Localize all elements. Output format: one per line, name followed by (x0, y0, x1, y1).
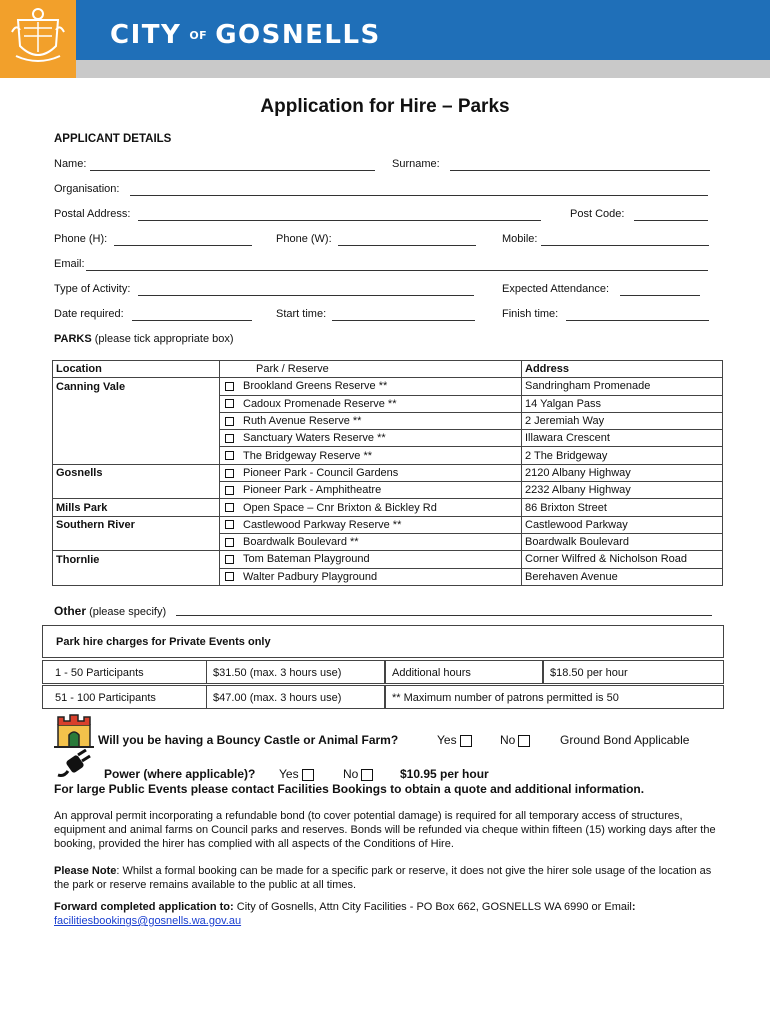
charge-cell (385, 685, 724, 709)
table-row (53, 533, 723, 550)
power-yes-label: Yes (279, 767, 299, 781)
phone-work-label: Phone (W): (276, 233, 332, 245)
power-yes-checkbox[interactable] (302, 769, 314, 781)
park-name: Pioneer Park - Council Gardens (243, 466, 399, 479)
please-note-label: Please Note (54, 865, 117, 877)
table-row (53, 430, 723, 447)
forward-label: Forward completed application to: (54, 901, 234, 913)
organisation-label: Organisation: (54, 183, 120, 195)
table-row (53, 499, 723, 516)
activity-label: Type of Activity: (54, 283, 131, 295)
address-cell: 86 Brixton Street (522, 499, 723, 516)
park-checkbox[interactable] (225, 417, 234, 426)
table-row (53, 516, 723, 533)
applicant-heading: APPLICANT DETAILS (54, 133, 172, 145)
park-name: The Bridgeway Reserve ** (243, 449, 373, 462)
phone-work-field[interactable] (338, 245, 476, 246)
ground-bond-label: Ground Bond Applicable (560, 733, 690, 747)
power-question-label: Power (where applicable)? (104, 767, 256, 781)
location-cell: Thornlie (56, 553, 100, 566)
park-checkbox[interactable] (225, 572, 234, 581)
approval-paragraph: An approval permit incorporating a refundable bond (to cover potential damage) is required for all temporary access of structures, equipment and animal farms on Council parks and reserves. Bonds will be refunded via cheque within fifteen (15) working days after the booking, provided the hirer has complied with all aspects of the Conditions of Hire. (54, 810, 716, 850)
date-required-label: Date required: (54, 308, 124, 320)
start-time-label: Start time: (276, 308, 327, 320)
park-checkbox[interactable] (225, 520, 234, 529)
name-field[interactable] (90, 170, 375, 171)
other-label: Other (54, 604, 87, 618)
parks-table (52, 360, 723, 586)
charge-price-2: $47.00 (max. 3 hours use) (213, 692, 342, 704)
bouncy-yes-label: Yes (437, 733, 457, 747)
address-cell: 14 Yalgan Pass (522, 395, 723, 412)
postal-address-label: Postal Address: (54, 208, 131, 220)
address-cell: 2232 Albany Highway (522, 482, 723, 499)
postcode-field[interactable] (634, 220, 708, 221)
forward-colon: : (631, 901, 636, 913)
park-name: Boardwalk Boulevard ** (243, 536, 359, 549)
table-row (53, 464, 723, 481)
max-patrons-note: ** Maximum number of patrons permitted is 50 (392, 692, 619, 704)
finish-time-label: Finish time: (502, 308, 559, 320)
parks-heading (54, 333, 234, 345)
city-name (110, 20, 381, 50)
header-grey-bar (76, 60, 770, 78)
charge-participants-1: 1 - 50 Participants (55, 667, 144, 679)
park-name: Ruth Avenue Reserve ** (243, 415, 362, 428)
park-checkbox[interactable] (225, 486, 234, 495)
postal-address-field[interactable] (138, 220, 541, 221)
address-cell: Berehaven Avenue (522, 568, 723, 585)
park-checkbox[interactable] (225, 399, 234, 408)
park-name: Sanctuary Waters Reserve ** (243, 432, 386, 445)
address-cell: Illawara Crescent (522, 430, 723, 447)
address-cell: Castlewood Parkway (522, 516, 723, 533)
table-row (53, 568, 723, 585)
charge-cell (385, 660, 543, 684)
power-yes (279, 767, 314, 781)
location-cell: Southern River (56, 519, 135, 532)
park-name: Pioneer Park - Amphitheatre (243, 484, 382, 497)
bouncy-row (98, 733, 398, 747)
email-field[interactable] (86, 270, 708, 271)
surname-field[interactable] (450, 170, 710, 171)
mobile-label: Mobile: (502, 233, 538, 245)
charge-cell (206, 660, 385, 684)
table-row (53, 482, 723, 499)
bouncy-yes (437, 733, 472, 747)
park-checkbox[interactable] (225, 469, 234, 478)
bouncy-no-label: No (500, 733, 516, 747)
power-price-label: $10.95 per hour (400, 767, 489, 781)
park-name: Brookland Greens Reserve ** (243, 380, 388, 393)
power-price (400, 767, 489, 781)
additional-hours-label: Additional hours (392, 667, 471, 679)
charge-participants-2: 51 - 100 Participants (55, 692, 156, 704)
location-cell: Mills Park (56, 501, 108, 514)
address-cell: Sandringham Promenade (522, 378, 723, 395)
parks-heading-label: PARKS (54, 333, 92, 345)
table-row (53, 447, 723, 464)
address-cell: 2 The Bridgeway (522, 447, 723, 464)
bouncy-no-checkbox[interactable] (518, 735, 530, 747)
address-cell: Boardwalk Boulevard (522, 533, 723, 550)
date-required-field[interactable] (132, 320, 252, 321)
power-no-checkbox[interactable] (361, 769, 373, 781)
park-name: Open Space – Cnr Brixton & Bickley Rd (243, 501, 437, 514)
large-events-note: For large Public Events please contact Facilities Bookings to obtain a quote and additional information. (54, 782, 645, 796)
col-park-header: Park / Reserve (220, 361, 522, 378)
page-title: Application for Hire – Parks (260, 96, 510, 117)
finish-time-field[interactable] (566, 320, 709, 321)
table-row (53, 551, 723, 568)
attendance-field[interactable] (620, 295, 700, 296)
location-cell: Gosnells (56, 467, 103, 480)
park-checkbox[interactable] (225, 382, 234, 391)
park-checkbox[interactable] (225, 434, 234, 443)
activity-field[interactable] (138, 295, 474, 296)
charges-heading-box (42, 625, 724, 658)
bouncy-no (500, 733, 530, 747)
charge-cell (206, 685, 385, 709)
phone-home-field[interactable] (114, 245, 252, 246)
address-cell: 2120 Albany Highway (522, 464, 723, 481)
other-note: (please specify) (89, 606, 167, 618)
charge-cell (42, 685, 207, 709)
park-checkbox[interactable] (225, 503, 234, 512)
park-checkbox[interactable] (225, 555, 234, 564)
park-name: Castlewood Parkway Reserve ** (243, 518, 402, 531)
of-word: OF (189, 29, 208, 42)
bouncy-question: Will you be having a Bouncy Castle or Animal Farm? (98, 733, 399, 747)
bouncy-yes-checkbox[interactable] (460, 735, 472, 747)
please-note-text: : Whilst a formal booking can be made for a specific park or reserve, it does not give the hirer sole usage of the location as the park or reserve remains available to the public at all times. (54, 865, 712, 891)
name-label: Name: (54, 158, 87, 170)
email-label: Email: (54, 258, 85, 270)
charge-cell (543, 660, 724, 684)
power-plug-icon (56, 749, 96, 779)
charge-cell (42, 660, 207, 684)
address-cell: Corner Wilfred & Nicholson Road (522, 551, 723, 568)
start-time-field[interactable] (332, 320, 475, 321)
col-address-header: Address (525, 363, 570, 376)
power-question (104, 767, 255, 781)
address-cell: 2 Jeremiah Way (522, 412, 723, 429)
power-no-label: No (343, 767, 359, 781)
additional-hours-price: $18.50 per hour (550, 667, 628, 679)
park-name: Tom Bateman Playground (243, 553, 370, 566)
col-location-header: Location (56, 363, 102, 376)
power-no (343, 767, 373, 781)
bouncy-castle-icon (52, 711, 96, 751)
organisation-field[interactable] (130, 195, 708, 196)
park-name: Walter Padbury Playground (243, 570, 378, 583)
charges-heading: Park hire charges for Private Events only (56, 636, 271, 648)
table-row (53, 378, 723, 395)
park-name: Cadoux Promenade Reserve ** (243, 397, 397, 410)
attendance-label: Expected Attendance: (502, 283, 610, 295)
other-label-row (54, 604, 166, 618)
forward-paragraph (54, 900, 726, 928)
page-header (0, 0, 770, 78)
table-row (53, 412, 723, 429)
crest-icon (10, 6, 66, 66)
please-note-paragraph (54, 864, 726, 892)
park-checkbox[interactable] (225, 451, 234, 460)
city-crest-logo (0, 0, 76, 78)
park-checkbox[interactable] (225, 538, 234, 547)
facilities-email-link[interactable]: facilitiesbookings@gosnells.wa.gov.au (54, 915, 242, 927)
charge-price-1: $31.50 (max. 3 hours use) (213, 667, 342, 679)
table-row (53, 395, 723, 412)
forward-address: City of Gosnells, Attn City Facilities - PO Box 662, GOSNELLS WA 6990 or Email (233, 901, 632, 913)
location-cell: Canning Vale (56, 380, 126, 393)
parks-heading-note: (please tick appropriate box) (94, 333, 234, 345)
table-header-row (53, 361, 723, 378)
other-field[interactable] (176, 615, 712, 616)
city-word: CITY (110, 20, 182, 50)
postcode-label: Post Code: (570, 208, 625, 220)
surname-label: Surname: (392, 158, 440, 170)
phone-home-label: Phone (H): (54, 233, 108, 245)
mobile-field[interactable] (541, 245, 709, 246)
gosnells-word: GOSNELLS (215, 20, 381, 50)
